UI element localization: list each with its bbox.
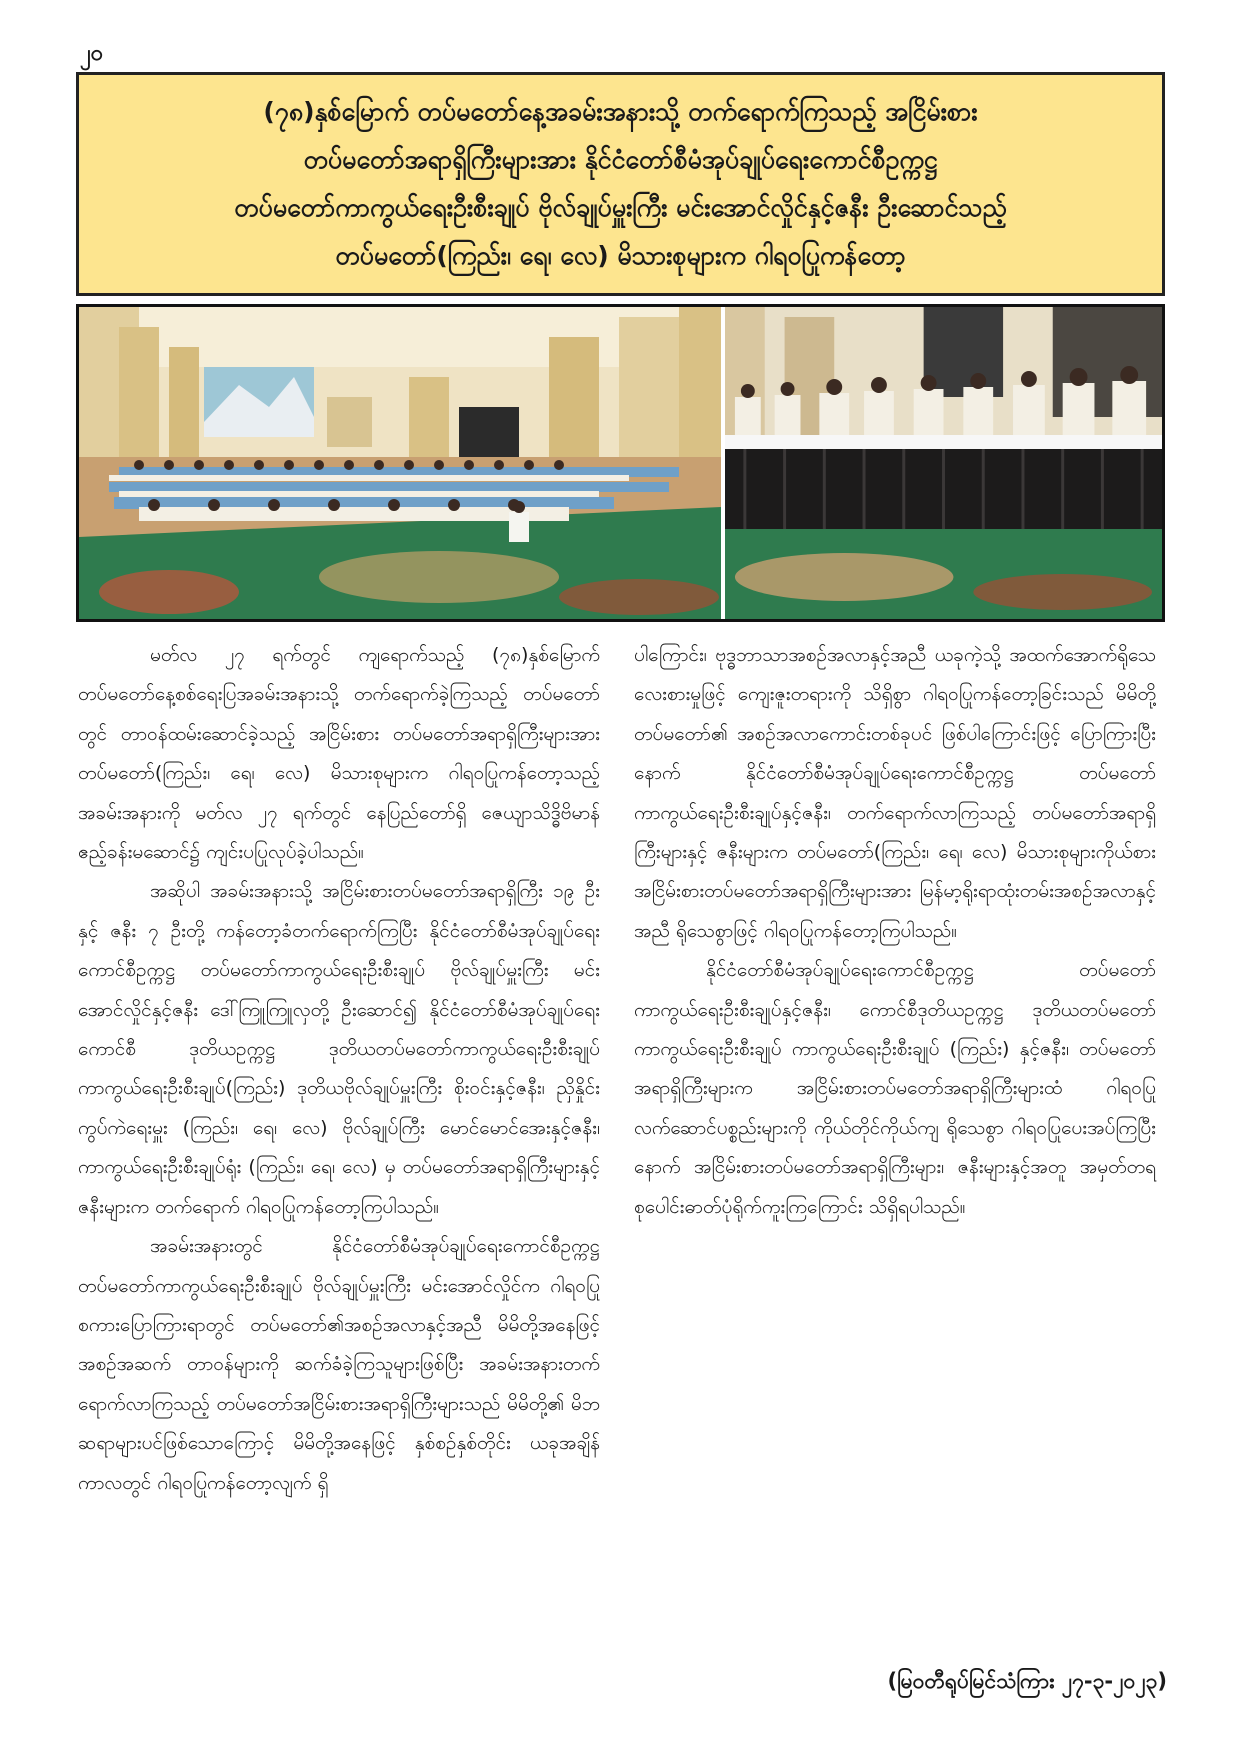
article-column-right [634,636,1156,1227]
article-column-left [78,636,600,1503]
article-paragraph: အဆိုပါ အခမ်းအနားသို့ အငြိမ်းစားတပ်မတော်အရာရှိကြီး ၁၉ ဦးနှင့် ဇနီး ၇ ဦးတို့ ကန်တော့ခံတက်ရောက်ကြပြီး နိုင်ငံတော်စီမံအုပ်ချုပ်ရေးကောင်စီဥက္ကဋ္ဌ တပ်မတော်ကာကွယ်ရေးဦးစီးချုပ် ဗိုလ်ချုပ်မှူးကြီး မင်းအောင်လှိုင်နှင့်ဇနီး ဒေါ်ကြူကြူလှတို့ ဦးဆောင်၍ နိုင်ငံတော်စီမံအုပ်ချုပ်ရေးကောင်စီ ဒုတိယဥက္ကဋ္ဌ ဒုတိယတပ်မတော်ကာကွယ်ရေးဦးစီးချုပ် ကာကွယ်ရေးဦးစီးချုပ်(ကြည်း) ဒုတိယဗိုလ်ချုပ်မှူးကြီး စိုးဝင်းနှင့်ဇနီး၊ ညှိနှိုင်းကွပ်ကဲရေးမှူး (ကြည်း၊ ရေ၊ လေ) ဗိုလ်ချုပ်ကြီး မောင်မောင်အေးနှင့်ဇနီး၊ ကာကွယ်ရေးဦးစီးချုပ်ရုံး (ကြည်း၊ ရေ၊ လေ) မှ တပ်မတော်အရာရှိကြီးများနှင့် ဇနီးများက တက်ရောက် ဂါရဝပြုကန်တော့ကြပါသည်။ [78,880,600,1218]
article-paragraph: ပါကြောင်း၊ ဗုဒ္ဓဘာသာအစဉ်အလာနှင့်အညီ ယခုကဲ့သို့ အထက်အောက်ရိုသေလေးစားမှုဖြင့် ကျေးဇူးတရားကို သိရှိစွာ ဂါရဝပြုကန်တော့ခြင်းသည် မိမိတို့တပ်မတော်၏ အစဉ်အလာကောင်းတစ်ခုပင် ဖြစ်ပါကြောင်းဖြင့် ပြောကြားပြီးနောက် နိုင်ငံတော်စီမံအုပ်ချုပ်ရေးကောင်စီဥက္ကဋ္ဌ တပ်မတော်ကာကွယ်ရေးဦးစီးချုပ်နှင့်ဇနီး၊ တက်ရောက်လာကြသည့် တပ်မတော်အရာရှိကြီးများနှင့် ဇနီးများက တပ်မတော်(ကြည်း၊ ရေ၊ လေ) မိသားစုများကိုယ်စား အငြိမ်းစားတပ်မတော်အရာရှိကြီးများအား မြန်မာ့ရိုးရာထုံးတမ်းအစဉ်အလာနှင့်အညီ ရိုသေစွာဖြင့် ဂါရဝပြုကန်တော့ကြပါသည်။ [634,644,1156,942]
page-number: ၂၀ [80,41,104,66]
headline-box [76,72,1165,296]
article-paragraph: အခမ်းအနားတွင် နိုင်ငံတော်စီမံအုပ်ချုပ်ရေးကောင်စီဥက္ကဋ္ဌ တပ်မတော်ကာကွယ်ရေးဦးစီးချုပ် ဗိုလ်ချုပ်မှူးကြီး မင်းအောင်လှိုင်က ဂါရဝပြုစကားပြောကြားရာတွင် တပ်မတော်၏အစဉ်အလာနှင့်အညီ မိမိတို့အနေဖြင့်အစဉ်အဆက် တာဝန်များကို ဆက်ခံခဲ့ကြသူများဖြစ်ပြီး အခမ်းအနားတက်ရောက်လာကြသည့် တပ်မတော်အငြိမ်းစားအရာရှိကြီးများသည် မိမိတို့၏ မိဘဆရာများပင်ဖြစ်သောကြောင့် မိမိတို့အနေဖြင့် နှစ်စဉ်နှစ်တိုင်း ယခုအချိန်ကာလတွင် ဂါရဝပြုကန်တော့လျက် ရှိ [78,1235,600,1494]
honoured-guests-photo [725,307,1162,619]
photo-strip [76,304,1165,622]
article-paragraph: မတ်လ ၂၇ ရက်တွင် ကျရောက်သည့် (၇၈)နှစ်မြောက် တပ်မတော်နေ့စစ်ရေးပြအခမ်းအနားသို့ တက်ရောက်ခဲ့ကြသည့် တပ်မတော်တွင် တာဝန်ထမ်းဆောင်ခဲ့သည့် အငြိမ်းစား တပ်မတော်အရာရှိကြီးများအား တပ်မတော်(ကြည်း၊ ရေ၊ လေ) မိသားစုများက ဂါရဝပြုကန်တော့သည့် အခမ်းအနားကို မတ်လ ၂၇ ရက်တွင် နေပြည်တော်ရှိ ဇေယျာသိဒ္ဓိဗိမာန် ဧည့်ခန်းမဆောင်၌ ကျင်းပပြုလုပ်ခဲ့ပါသည်။ [78,644,600,864]
ceremony-hall-photo [79,307,725,619]
headline-line: (၇၈)နှစ်မြောက် တပ်မတော်နေ့အခမ်းအနားသို့ တက်ရောက်ကြသည့် အငြိမ်းစား [263,97,978,126]
hall-illustration [79,307,721,619]
headline-line: တပ်မတော်အရာရှိကြီးများအား နိုင်ငံတော်စီမံအုပ်ချုပ်ရေးကောင်စီဥက္ကဋ္ဌ [303,145,938,174]
article-paragraph: နိုင်ငံတော်စီမံအုပ်ချုပ်ရေးကောင်စီဥက္ကဋ္ဌ တပ်မတော်ကာကွယ်ရေးဦးစီးချုပ်နှင့်ဇနီး၊ ကောင်စီဒုတိယဥက္ကဋ္ဌ ဒုတိယတပ်မတော်ကာကွယ်ရေးဦးစီးချုပ် ကာကွယ်ရေးဦးစီးချုပ် (ကြည်း) နှင့်ဇနီး၊ တပ်မတော်အရာရှိကြီးများက အငြိမ်းစားတပ်မတော်အရာရှိကြီးများထံ ဂါရဝပြုလက်ဆောင်ပစ္စည်းများကို ကိုယ်တိုင်ကိုယ်ကျ ရိုသေစွာ ဂါရဝပြုပေးအပ်ကြပြီးနောက် အငြိမ်းစားတပ်မတော်အရာရှိကြီးများ၊ ဇနီးများနှင့်အတူ အမှတ်တရ စုပေါင်းဓာတ်ပုံရိုက်ကူးကြကြောင်း သိရှိရပါသည်။ [634,959,1156,1218]
source-credit: (မြဝတီရုပ်မြင်သံကြား ၂၇-၃-၂၀၂၃) [887,1669,1167,1693]
headline-line: တပ်မတော်ကာကွယ်ရေးဦးစီးချုပ် ဗိုလ်ချုပ်မှူးကြီး မင်းအောင်လှိုင်နှင့်ဇနီး ဦးဆောင်သည့် [234,193,1007,222]
headline-line: တပ်မတော်(ကြည်း၊ ရေ၊ လေ) မိသားစုများက ဂါရဝပြုကန်တော့ [335,241,906,270]
guests-illustration [725,307,1162,619]
